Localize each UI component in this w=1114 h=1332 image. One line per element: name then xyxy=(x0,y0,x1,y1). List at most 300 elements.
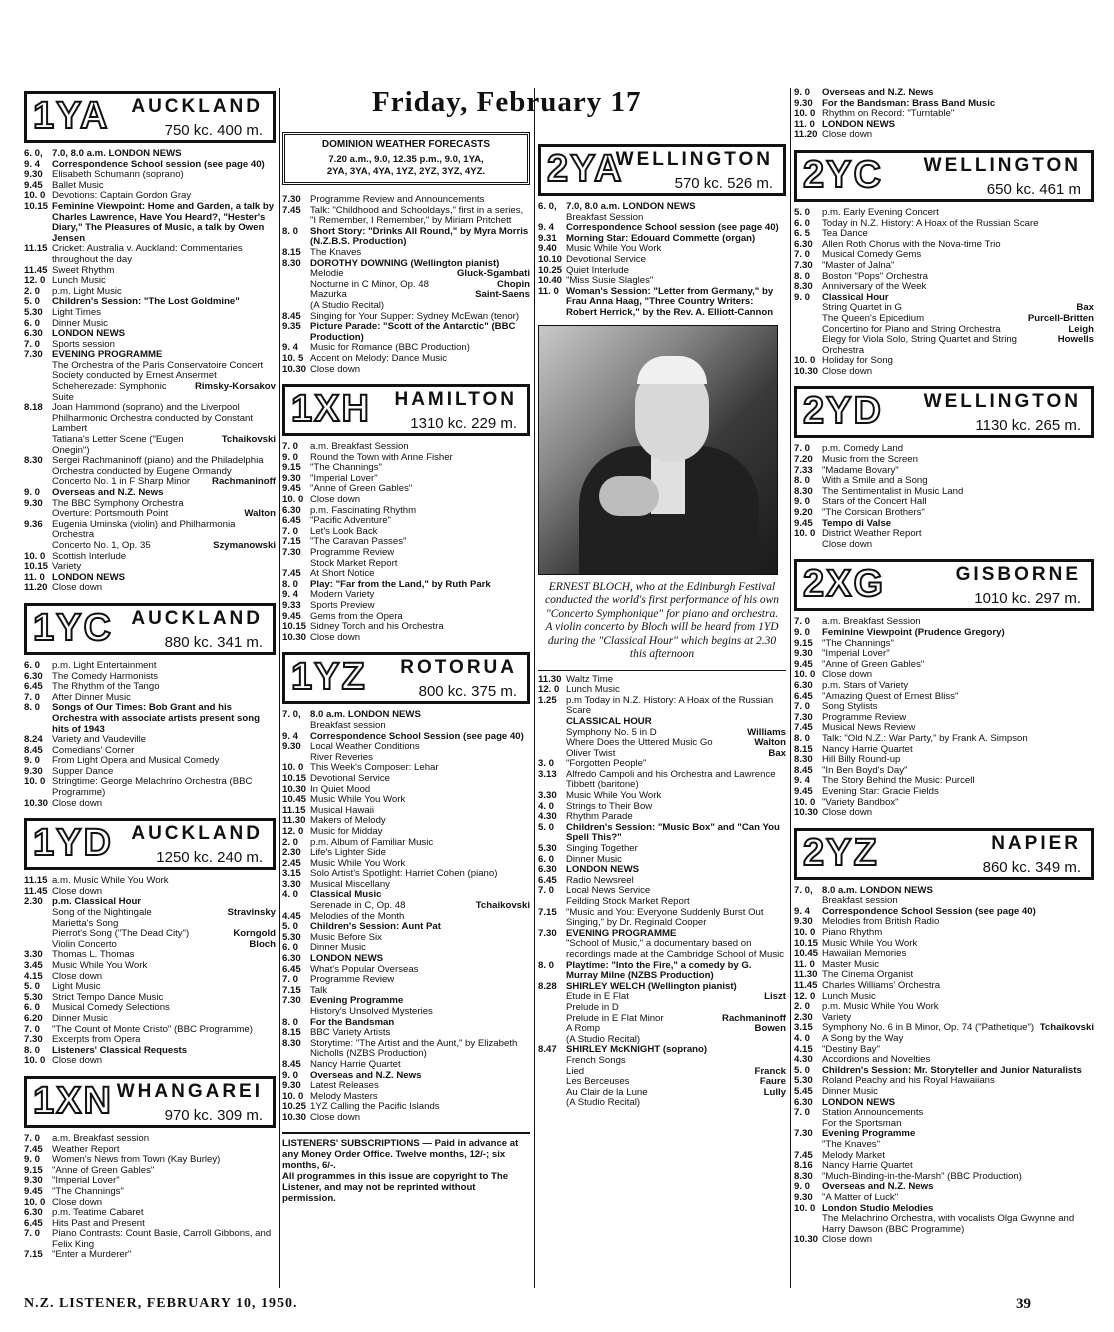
programme-title: Overseas and N.Z. News xyxy=(822,87,934,98)
column-rule xyxy=(534,88,535,1288)
programme-time: 8.30 xyxy=(24,455,43,467)
programme-time: 7. 0 xyxy=(794,249,811,261)
programme-title: Sweet Rhythm xyxy=(52,264,115,276)
programme-time: 7. 0 xyxy=(282,525,299,537)
programme-title: Nocturne in C Minor, Op. 48 xyxy=(310,278,429,290)
programme-title: Breakfast session xyxy=(822,895,898,907)
programme-title: Dinner Music xyxy=(52,317,108,329)
programme-title: Tempo di Valse xyxy=(822,517,892,529)
programme-title: Comedians' Corner xyxy=(52,744,135,756)
programme-title: LONDON NEWS xyxy=(52,571,126,583)
station-call: 2YC xyxy=(803,153,883,196)
programme-title: Music While You Work xyxy=(566,790,662,802)
programme-row xyxy=(282,365,530,376)
programme-time: 6.45 xyxy=(24,1217,43,1229)
programme-row xyxy=(24,149,276,160)
programme-composer: Franck xyxy=(754,1065,786,1077)
programme-time: 6.45 xyxy=(24,681,43,693)
programme-title: Nancy Harrie Quartet xyxy=(822,743,913,755)
programme-title: Breakfast Session xyxy=(566,211,644,223)
programme-composer: Bax xyxy=(768,747,786,759)
column-rule xyxy=(790,88,791,1288)
programme-title: For the Sportsman xyxy=(822,1117,902,1129)
programme-time xyxy=(24,435,52,456)
programme-title: Lunch Music xyxy=(52,275,106,287)
programme-composer: Howells xyxy=(1057,334,1094,346)
programme-title: Close down xyxy=(822,807,873,819)
programme-time: 4.30 xyxy=(538,811,557,823)
programme-list xyxy=(24,149,276,594)
programme-composer: Szymanowski xyxy=(213,539,276,551)
programme-title: Close down xyxy=(822,669,873,681)
programme-row xyxy=(24,435,276,456)
programme-composer: Walton xyxy=(754,737,786,749)
programme-title: "Pacific Adventure" xyxy=(310,515,391,527)
programme-title: Local Weather Conditions xyxy=(310,741,420,753)
programme-time: 8.28 xyxy=(538,980,557,992)
programme-title: "Music and You: Everyone Suddenly Burst Out Singing," by Dr. Reginald Cooper xyxy=(566,906,764,929)
programme-time: 6. 0 xyxy=(794,217,811,229)
programme-time: 7.30 xyxy=(794,711,813,723)
programme-time: 9.20 xyxy=(794,507,813,519)
programme-time: 4.15 xyxy=(24,970,43,982)
subscriptions-heading: LISTENERS' SUBSCRIPTIONS — Paid in advance at any Money Order Office. Twelve months, 12/-; six months, 6/-. xyxy=(282,1137,519,1171)
programme-row xyxy=(794,88,1094,99)
programme-time: 9. 0 xyxy=(794,291,811,303)
programme-time: 3.30 xyxy=(282,878,301,890)
programme-title: Classical Hour xyxy=(822,291,889,303)
programme-time xyxy=(538,738,566,749)
programme-title: Dinner Music xyxy=(566,853,622,865)
programme-time: 6.45 xyxy=(282,963,301,975)
programme-time: 5.30 xyxy=(282,931,301,943)
programme-time: 9.30 xyxy=(794,1191,813,1203)
programme-list xyxy=(282,195,530,375)
programme-row xyxy=(24,777,276,798)
programme-time xyxy=(282,301,310,312)
programme-time: 9. 0 xyxy=(794,87,811,98)
programme-title: "Variety Bandbox" xyxy=(822,796,899,808)
programme-title: The Queen's Epicedium xyxy=(822,312,925,324)
programme-title: "Miss Susie Slagles" xyxy=(566,275,654,287)
programme-row xyxy=(24,403,276,435)
programme-time: 9.15 xyxy=(282,462,301,474)
programme-composer: Gluck-Sgambati xyxy=(456,268,530,280)
programme-time: 8.45 xyxy=(282,1058,301,1070)
programme-time: 6.30 xyxy=(24,1207,43,1219)
programme-title: "The Corsican Brothers" xyxy=(822,507,925,519)
programme-title: Programme Review xyxy=(310,547,395,559)
programme-title: "Imperial Lover" xyxy=(822,648,890,660)
programme-time: 9.30 xyxy=(282,472,301,484)
programme-time: 11.30 xyxy=(282,815,306,827)
programme-time: 9.30 xyxy=(794,97,813,109)
programme-time xyxy=(794,325,822,336)
programme-time: 9.31 xyxy=(538,232,557,244)
programme-time xyxy=(538,1024,566,1035)
programme-title: Alfredo Campoli and his Orchestra and Lawrence Tibbett (baritone) xyxy=(566,768,776,791)
programme-time: 9.15 xyxy=(24,1164,43,1176)
programme-title: Melodies from British Radio xyxy=(822,916,940,928)
programme-composer: Rachmaninoff xyxy=(722,1012,786,1024)
programme-title: In Quiet Mood xyxy=(310,783,371,795)
programme-time: 9.33 xyxy=(282,600,301,611)
programme-time xyxy=(794,335,822,356)
programme-title: Excerpts from Opera xyxy=(52,1034,141,1046)
programme-list xyxy=(794,444,1094,550)
programme-title: Dinner Music xyxy=(52,1012,108,1024)
programme-title: p.m. Early Evening Concert xyxy=(822,206,939,218)
programme-title: What's Popular Overseas xyxy=(310,963,419,975)
programme-title: Mazurka xyxy=(310,289,347,301)
programme-time: 6. 0, xyxy=(24,148,43,159)
weather-heading: DOMINION WEATHER FORECASTS xyxy=(321,139,491,150)
programme-time: 8.30 xyxy=(794,1170,813,1182)
programme-time: 12. 0 xyxy=(538,684,560,696)
programme-title: Programme Review xyxy=(822,711,907,723)
programme-title: Stars of the Concert Hall xyxy=(822,496,927,508)
programme-title: p.m. Teatime Cabaret xyxy=(52,1207,144,1219)
programme-title: "Enter a Murderer" xyxy=(52,1249,132,1261)
programme-time: 7. 0, xyxy=(282,709,301,721)
station-city: NAPIER xyxy=(991,832,1081,854)
programme-title: LONDON NEWS xyxy=(52,328,126,340)
programme-title: Supper Dance xyxy=(52,765,114,777)
programme-time xyxy=(794,314,822,325)
station-1xn xyxy=(24,1076,276,1128)
programme-title: Thomas L. Thomas xyxy=(52,949,135,961)
programme-time: 10.25 xyxy=(538,264,563,276)
programme-row xyxy=(538,897,786,908)
programme-time: 12. 0 xyxy=(282,825,304,837)
programme-row xyxy=(282,1113,530,1124)
programme-title: Variety xyxy=(822,1011,852,1023)
programme-time: 11.30 xyxy=(538,673,562,685)
programme-time: 10.30 xyxy=(282,631,307,643)
programme-time: 8.15 xyxy=(794,743,813,755)
programme-time: 7. 0 xyxy=(794,443,811,455)
programme-title: Melodie xyxy=(310,268,344,280)
programme-title: Feilding Stock Market Report xyxy=(566,896,690,907)
programme-time: 7.30 xyxy=(538,927,557,939)
programme-time: 7. 0 xyxy=(24,691,41,703)
programme-time: 7. 0 xyxy=(282,974,299,986)
programme-time xyxy=(282,290,310,301)
programme-time: 10.45 xyxy=(282,794,307,806)
programme-composer: Tchaikovski xyxy=(475,900,530,912)
programme-title: Music from the Screen xyxy=(822,454,918,466)
programme-title: Music While You Work xyxy=(566,243,662,255)
column-3 xyxy=(538,88,786,1109)
programme-time: 9.45 xyxy=(794,658,813,670)
programme-time: 4.15 xyxy=(794,1043,813,1055)
programme-title: Musical Comedy Selections xyxy=(52,1002,170,1014)
programme-title: Devotional Service xyxy=(310,772,390,784)
programme-title: Boston "Pops" Orchestra xyxy=(822,270,928,282)
programme-time: 10.30 xyxy=(282,1111,307,1123)
programme-title: LONDON NEWS xyxy=(822,1096,896,1108)
station-2yc xyxy=(794,150,1094,202)
programme-list xyxy=(282,442,530,643)
programme-time: 9.36 xyxy=(24,518,43,530)
programme-time: 10.40 xyxy=(538,275,563,287)
programme-title: a.m. Breakfast Session xyxy=(822,616,921,628)
programme-title: Modern Variety xyxy=(310,589,375,601)
programme-time: 8. 0 xyxy=(282,578,299,590)
programme-time xyxy=(538,728,566,739)
programme-title: Play: "Far from the Land," by Ruth Park xyxy=(310,578,491,590)
programme-time xyxy=(538,1077,566,1088)
programme-time: 6. 5 xyxy=(794,228,811,240)
programme-time: 11.20 xyxy=(794,129,818,141)
programme-composer: Saint-Saens xyxy=(475,289,530,301)
programme-time: 9. 4 xyxy=(282,342,299,354)
programme-time: 9. 0 xyxy=(794,627,811,638)
programme-time: 8.30 xyxy=(794,485,813,497)
programme-time: 4. 0 xyxy=(794,1033,811,1044)
station-frequency: 750 kc. 400 m. xyxy=(164,122,263,139)
programme-row xyxy=(282,1060,530,1071)
programme-time: 9.45 xyxy=(794,785,813,797)
programme-time: 5.30 xyxy=(538,843,557,855)
programme-row xyxy=(24,244,276,265)
programme-time: 10. 0 xyxy=(24,1196,46,1208)
programme-composer: Williams xyxy=(747,726,786,738)
programme-time xyxy=(538,1003,566,1014)
programme-time: 9. 4 xyxy=(794,775,811,787)
programme-title: "A Matter of Luck" xyxy=(822,1191,899,1203)
programme-title: Dinner Music xyxy=(822,1085,878,1097)
programme-title: 7.0, 8.0 a.m. LONDON NEWS xyxy=(566,201,696,212)
programme-time: 7.45 xyxy=(794,1149,813,1161)
programme-title: Etude in E Flat xyxy=(566,991,629,1003)
programme-title: "Imperial Lover" xyxy=(52,1175,120,1187)
station-city: AUCKLAND xyxy=(131,96,263,117)
programme-time: 11.15 xyxy=(24,243,48,255)
programme-time: 7.30 xyxy=(282,194,301,205)
programme-title: "In Ben Boyd's Day" xyxy=(822,764,908,776)
programme-time: 9.45 xyxy=(794,517,813,529)
programme-row xyxy=(24,382,276,403)
station-frequency: 570 kc. 526 m. xyxy=(674,175,773,192)
programme-row xyxy=(282,227,530,248)
programme-time: 10. 0 xyxy=(282,762,304,774)
programme-time: 8. 0 xyxy=(794,270,811,282)
programme-title: Children's Session: Aunt Pat xyxy=(310,921,441,933)
column-1 xyxy=(24,88,276,1261)
programme-time: 10.30 xyxy=(282,363,307,375)
programme-title: Today in N.Z. History: A Hoax of the Russian Scare xyxy=(822,217,1039,229)
programme-time: 9.30 xyxy=(794,916,813,928)
programme-time: 8.15 xyxy=(282,1027,301,1039)
programme-time: 3.15 xyxy=(282,868,301,880)
programme-title: Close down xyxy=(52,797,103,809)
programme-time: 8. 0 xyxy=(538,959,555,971)
station-call: 1YD xyxy=(33,822,113,865)
station-frequency: 650 kc. 461 m xyxy=(986,180,1081,198)
programme-time: 7. 0 xyxy=(282,441,299,453)
programme-title: Concerto No. 1, Op. 35 xyxy=(52,539,151,551)
programme-title: From Light Opera and Musical Comedy xyxy=(52,755,220,767)
programme-title: 7.0, 8.0 a.m. LONDON NEWS xyxy=(52,148,182,159)
programme-row xyxy=(24,541,276,552)
programme-time: 7.45 xyxy=(282,568,301,580)
programme-title: Joan Hammond (soprano) and the Liverpool Philharmonic Orchestra conducted by Constant Lambert xyxy=(52,402,254,435)
programme-title: A Romp xyxy=(566,1023,601,1035)
footer-publication: N.Z. LISTENER, FEBRUARY 10, 1950. xyxy=(24,1296,298,1311)
station-call: 2YD xyxy=(803,390,883,433)
programme-title: Ballet Music xyxy=(52,179,104,191)
programme-time: 8.30 xyxy=(282,1037,301,1049)
programme-title: p.m. Light Music xyxy=(52,285,122,297)
programme-title: Music While You Work xyxy=(310,857,406,869)
programme-title: At Short Notice xyxy=(310,568,375,580)
programme-title: SHIRLEY McKNIGHT (soprano) xyxy=(566,1044,708,1056)
programme-row xyxy=(24,202,276,244)
station-city: GISBORNE xyxy=(955,564,1081,586)
programme-row xyxy=(24,361,276,382)
programme-row xyxy=(538,1003,786,1014)
programme-title: Music for Romance (BBC Production) xyxy=(310,342,470,354)
programme-time: 9.15 xyxy=(794,637,813,649)
programme-title: Close down xyxy=(52,885,103,897)
programme-title: Symphony No. 5 in D xyxy=(566,726,657,738)
programme-time: 10. 0 xyxy=(794,927,816,939)
programme-title: Evening Programme xyxy=(822,1128,916,1140)
programme-time: 8.30 xyxy=(282,257,301,269)
programme-time: 9. 0 xyxy=(24,487,41,498)
programme-title: Let's Look Back xyxy=(310,525,378,537)
station-frequency: 1010 kc. 297 m. xyxy=(974,590,1081,608)
station-call: 1XN xyxy=(33,1079,113,1122)
programme-row xyxy=(794,628,1094,639)
station-2ya xyxy=(538,144,786,196)
programme-title: Round the Town with Anne Fisher xyxy=(310,451,453,463)
programme-time: 7.30 xyxy=(794,1128,813,1140)
programme-title: Melody Masters xyxy=(310,1090,378,1102)
programme-time: 8. 0 xyxy=(24,702,41,714)
programme-row xyxy=(282,322,530,343)
programme-time: 10.15 xyxy=(24,561,49,573)
programme-title: Prelude in D xyxy=(566,1001,619,1013)
programme-time: 9.45 xyxy=(282,483,301,495)
programme-list xyxy=(24,1134,276,1261)
programme-title: Piano Contrasts: Count Basie, Carroll Gibbons, and Felix King xyxy=(52,1228,272,1250)
programme-title: "The Channings" xyxy=(310,462,382,474)
programme-time: 6.45 xyxy=(538,874,557,886)
programme-title: DOROTHY DOWNING (Wellington pianist) xyxy=(310,257,500,269)
programme-time: 8.45 xyxy=(24,744,43,756)
programme-title: Nancy Harrie Quartet xyxy=(822,1160,913,1172)
programme-time: 6. 0, xyxy=(538,201,557,212)
programme-time xyxy=(538,1088,566,1099)
programme-title: Devotional Service xyxy=(566,253,646,265)
station-1yz xyxy=(282,652,530,704)
programme-time: 6. 0 xyxy=(24,1002,41,1014)
column-4 xyxy=(794,88,1094,1246)
programme-title: The Sentimentalist in Music Land xyxy=(822,485,964,497)
programme-time: 7.45 xyxy=(794,722,813,734)
programme-composer: Rimsky-Korsakov xyxy=(194,381,276,393)
programme-title: Breakfast session xyxy=(310,719,386,731)
programme-title: Children's Session: "The Lost Goldmine" xyxy=(52,296,240,308)
programme-title: 1YZ Calling the Pacific Islands xyxy=(310,1101,440,1113)
programme-title: Morning Star: Edouard Commette (organ) xyxy=(566,232,756,244)
programme-time: 10.15 xyxy=(282,772,307,784)
programme-title: BBC Variety Artists xyxy=(310,1027,391,1039)
programme-time: 10. 0 xyxy=(24,190,46,202)
programme-row xyxy=(794,734,1094,745)
programme-time: 11. 0 xyxy=(24,571,45,583)
programme-title: The Knaves xyxy=(310,246,362,258)
programme-time: 10.30 xyxy=(794,807,819,819)
programme-time xyxy=(24,541,52,552)
programme-title: Marietta's Song xyxy=(52,917,119,929)
programme-title: Children's Session: "Music Box" and "Can You Spell This?" xyxy=(566,821,780,844)
programme-time: 7.15 xyxy=(538,906,557,918)
programme-title: Scheherezade: Symphonic Suite xyxy=(52,381,167,403)
programme-title: "Anne of Green Gables" xyxy=(52,1164,155,1176)
programme-time: 7.20 xyxy=(794,454,813,466)
programme-row xyxy=(538,717,786,728)
programme-time: 7. 0 xyxy=(24,1132,41,1144)
programme-time: 10. 0 xyxy=(24,776,46,788)
programme-time xyxy=(24,361,52,382)
programme-time: 10. 0 xyxy=(794,1202,816,1214)
programme-time: 8. 0 xyxy=(794,475,811,487)
programme-title: Woman's Session: "Letter from Germany," by Frau Anna Haag, "Three Country Writers: Robert Herrick," by the Rev. A. Elliott-Cannon xyxy=(566,285,774,318)
programme-time: 9. 0 xyxy=(24,1154,41,1166)
programme-title: A Song by the Way xyxy=(822,1033,904,1044)
programme-time: 7.45 xyxy=(24,1143,43,1155)
programme-time: 3.15 xyxy=(794,1022,813,1034)
programme-title: "Anne of Green Gables" xyxy=(822,658,925,670)
programme-time: 4. 0 xyxy=(538,800,555,812)
programme-time: 4.45 xyxy=(282,910,301,922)
programme-list xyxy=(24,876,276,1067)
programme-time: 11. 0 xyxy=(538,285,559,297)
programme-row xyxy=(24,1250,276,1261)
programme-title: p.m. Light Entertainment xyxy=(52,659,157,671)
programme-title: Latest Releases xyxy=(310,1080,379,1092)
programme-row xyxy=(794,335,1094,356)
programme-time: 9.30 xyxy=(282,741,301,753)
programme-title: Overture: Portsmouth Point xyxy=(52,508,169,520)
programme-title: String Quartet in G xyxy=(822,302,902,314)
station-frequency: 1250 kc. 240 m. xyxy=(156,849,263,867)
programme-title: Programme Review and Announcements xyxy=(310,194,485,205)
programme-title: "The Channings" xyxy=(822,637,894,649)
programme-time: 10. 0 xyxy=(24,1055,46,1067)
programme-title: Violin Concerto xyxy=(52,938,117,950)
programme-title: Station Announcements xyxy=(822,1107,924,1119)
programme-title: Close down xyxy=(52,1055,103,1067)
programme-title: "The Knaves" xyxy=(822,1138,881,1150)
programme-title: Tatiana's Letter Scene ("Eugen Onegin") xyxy=(52,434,184,456)
programme-title: Radio Newsreel xyxy=(566,874,634,886)
programme-title: Close down xyxy=(310,1111,361,1123)
programme-time: 10.45 xyxy=(794,948,819,960)
programme-row xyxy=(538,961,786,982)
programme-title: "The Caravan Passes" xyxy=(310,536,407,548)
station-call: 2YA xyxy=(547,148,624,190)
programme-row xyxy=(24,703,276,735)
weather-stations: 2YA, 3YA, 4YA, 1YZ, 2YZ, 3YZ, 4YZ. xyxy=(326,166,486,177)
programme-row xyxy=(794,130,1094,141)
programme-time: 5. 0 xyxy=(24,296,41,308)
programme-title: Singing for Your Supper: Sydney McEwan (tenor) xyxy=(310,310,520,322)
programme-time: 10. 5 xyxy=(282,352,304,364)
